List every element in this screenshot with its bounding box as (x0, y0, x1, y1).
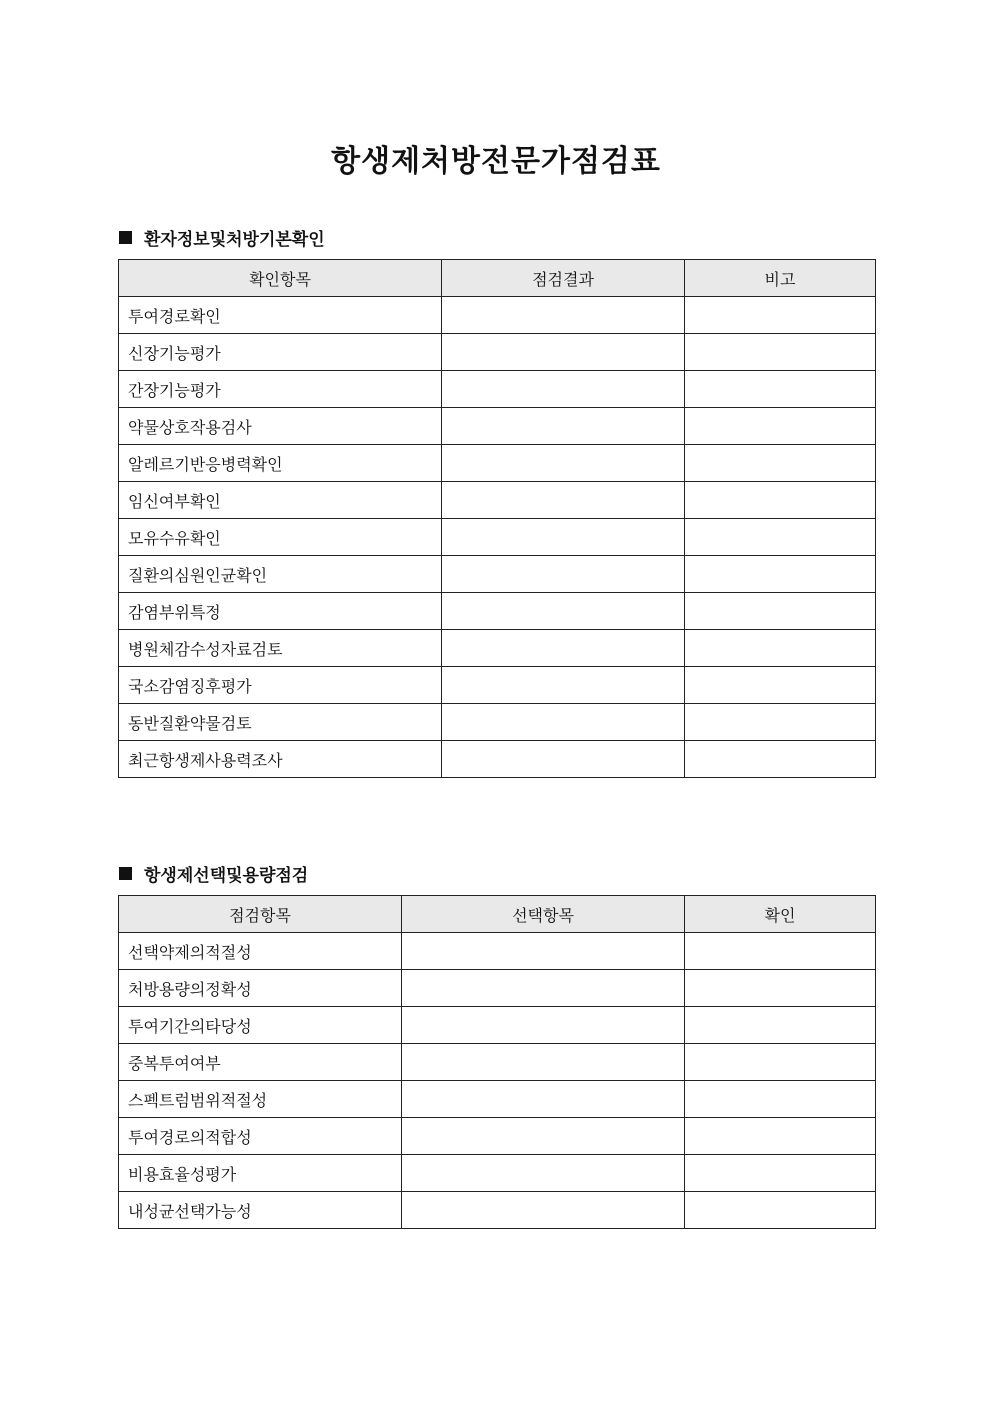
check-item-label: 투여경로확인 (119, 297, 442, 334)
document-title: 항생제처방전문가점검표 (331, 144, 661, 179)
note-cell[interactable] (685, 482, 876, 519)
table-row (119, 297, 876, 334)
check-item-label: 투여기간의타당성 (119, 1007, 402, 1044)
note-cell[interactable] (685, 334, 876, 371)
result-cell[interactable] (402, 1192, 685, 1229)
patient-info-table (118, 259, 876, 778)
check-item-label: 스펙트럼범위적절성 (119, 1081, 402, 1118)
note-cell[interactable] (685, 704, 876, 741)
section1-heading-text: 환자정보및처방기본확인 (144, 230, 325, 250)
table-row (119, 519, 876, 556)
note-cell[interactable] (685, 970, 876, 1007)
result-cell[interactable] (402, 933, 685, 970)
result-cell[interactable] (442, 630, 685, 667)
result-cell[interactable] (402, 1118, 685, 1155)
result-cell[interactable] (442, 667, 685, 704)
column-header: 확인항목 (119, 260, 442, 297)
check-item-label: 임신여부확인 (119, 482, 442, 519)
table-row (119, 371, 876, 408)
table-row (119, 482, 876, 519)
check-item-label: 감염부위특정 (119, 593, 442, 630)
note-cell[interactable] (685, 1118, 876, 1155)
note-cell[interactable] (685, 445, 876, 482)
table-row (119, 556, 876, 593)
section2-heading-text: 항생제선택및용량점검 (144, 866, 309, 886)
table-row (119, 334, 876, 371)
table-header-row (119, 260, 876, 297)
note-cell[interactable] (685, 1155, 876, 1192)
table-row (119, 630, 876, 667)
table-row (119, 1118, 876, 1155)
column-header: 선택항목 (402, 896, 685, 933)
table-row (119, 408, 876, 445)
note-cell[interactable] (685, 1081, 876, 1118)
check-item-label: 중복투여여부 (119, 1044, 402, 1081)
check-item-label: 국소감염징후평가 (119, 667, 442, 704)
note-cell[interactable] (685, 667, 876, 704)
result-cell[interactable] (402, 970, 685, 1007)
table-row (119, 1081, 876, 1118)
result-cell[interactable] (442, 593, 685, 630)
antibiotic-selection-table (118, 895, 876, 1229)
table-row (119, 933, 876, 970)
table-row (119, 1044, 876, 1081)
note-cell[interactable] (685, 297, 876, 334)
result-cell[interactable] (442, 334, 685, 371)
table-row (119, 704, 876, 741)
note-cell[interactable] (685, 1007, 876, 1044)
result-cell[interactable] (442, 704, 685, 741)
section1-heading (119, 225, 325, 250)
result-cell[interactable] (402, 1081, 685, 1118)
check-item-label: 처방용량의정확성 (119, 970, 402, 1007)
note-cell[interactable] (685, 593, 876, 630)
check-item-label: 병원체감수성자료검토 (119, 630, 442, 667)
column-header: 점검결과 (442, 260, 685, 297)
table-row (119, 445, 876, 482)
result-cell[interactable] (402, 1155, 685, 1192)
column-header: 점검항목 (119, 896, 402, 933)
note-cell[interactable] (685, 519, 876, 556)
note-cell[interactable] (685, 556, 876, 593)
table-row (119, 1192, 876, 1229)
check-item-label: 내성균선택가능성 (119, 1192, 402, 1229)
check-item-label: 간장기능평가 (119, 371, 442, 408)
column-header: 확인 (685, 896, 876, 933)
result-cell[interactable] (442, 556, 685, 593)
table-row (119, 970, 876, 1007)
check-item-label: 알레르기반응병력확인 (119, 445, 442, 482)
result-cell[interactable] (442, 297, 685, 334)
square-bullet-icon (119, 867, 132, 880)
column-header: 비고 (685, 260, 876, 297)
note-cell[interactable] (685, 741, 876, 778)
table-row (119, 1155, 876, 1192)
result-cell[interactable] (442, 482, 685, 519)
section2-heading (119, 861, 308, 886)
result-cell[interactable] (442, 408, 685, 445)
note-cell[interactable] (685, 1044, 876, 1081)
check-item-label: 동반질환약물검토 (119, 704, 442, 741)
square-bullet-icon (119, 231, 132, 244)
table-header-row (119, 896, 876, 933)
note-cell[interactable] (685, 933, 876, 970)
check-item-label: 최근항생제사용력조사 (119, 741, 442, 778)
note-cell[interactable] (685, 1192, 876, 1229)
table-row (119, 667, 876, 704)
result-cell[interactable] (442, 371, 685, 408)
result-cell[interactable] (442, 519, 685, 556)
result-cell[interactable] (402, 1044, 685, 1081)
note-cell[interactable] (685, 408, 876, 445)
note-cell[interactable] (685, 630, 876, 667)
table-row (119, 1007, 876, 1044)
result-cell[interactable] (402, 1007, 685, 1044)
check-item-label: 투여경로의적합성 (119, 1118, 402, 1155)
note-cell[interactable] (685, 371, 876, 408)
result-cell[interactable] (442, 741, 685, 778)
result-cell[interactable] (442, 445, 685, 482)
table-row (119, 741, 876, 778)
table-row (119, 593, 876, 630)
check-item-label: 신장기능평가 (119, 334, 442, 371)
check-item-label: 모유수유확인 (119, 519, 442, 556)
check-item-label: 질환의심원인균확인 (119, 556, 442, 593)
check-item-label: 약물상호작용검사 (119, 408, 442, 445)
check-item-label: 비용효율성평가 (119, 1155, 402, 1192)
check-item-label: 선택약제의적절성 (119, 933, 402, 970)
